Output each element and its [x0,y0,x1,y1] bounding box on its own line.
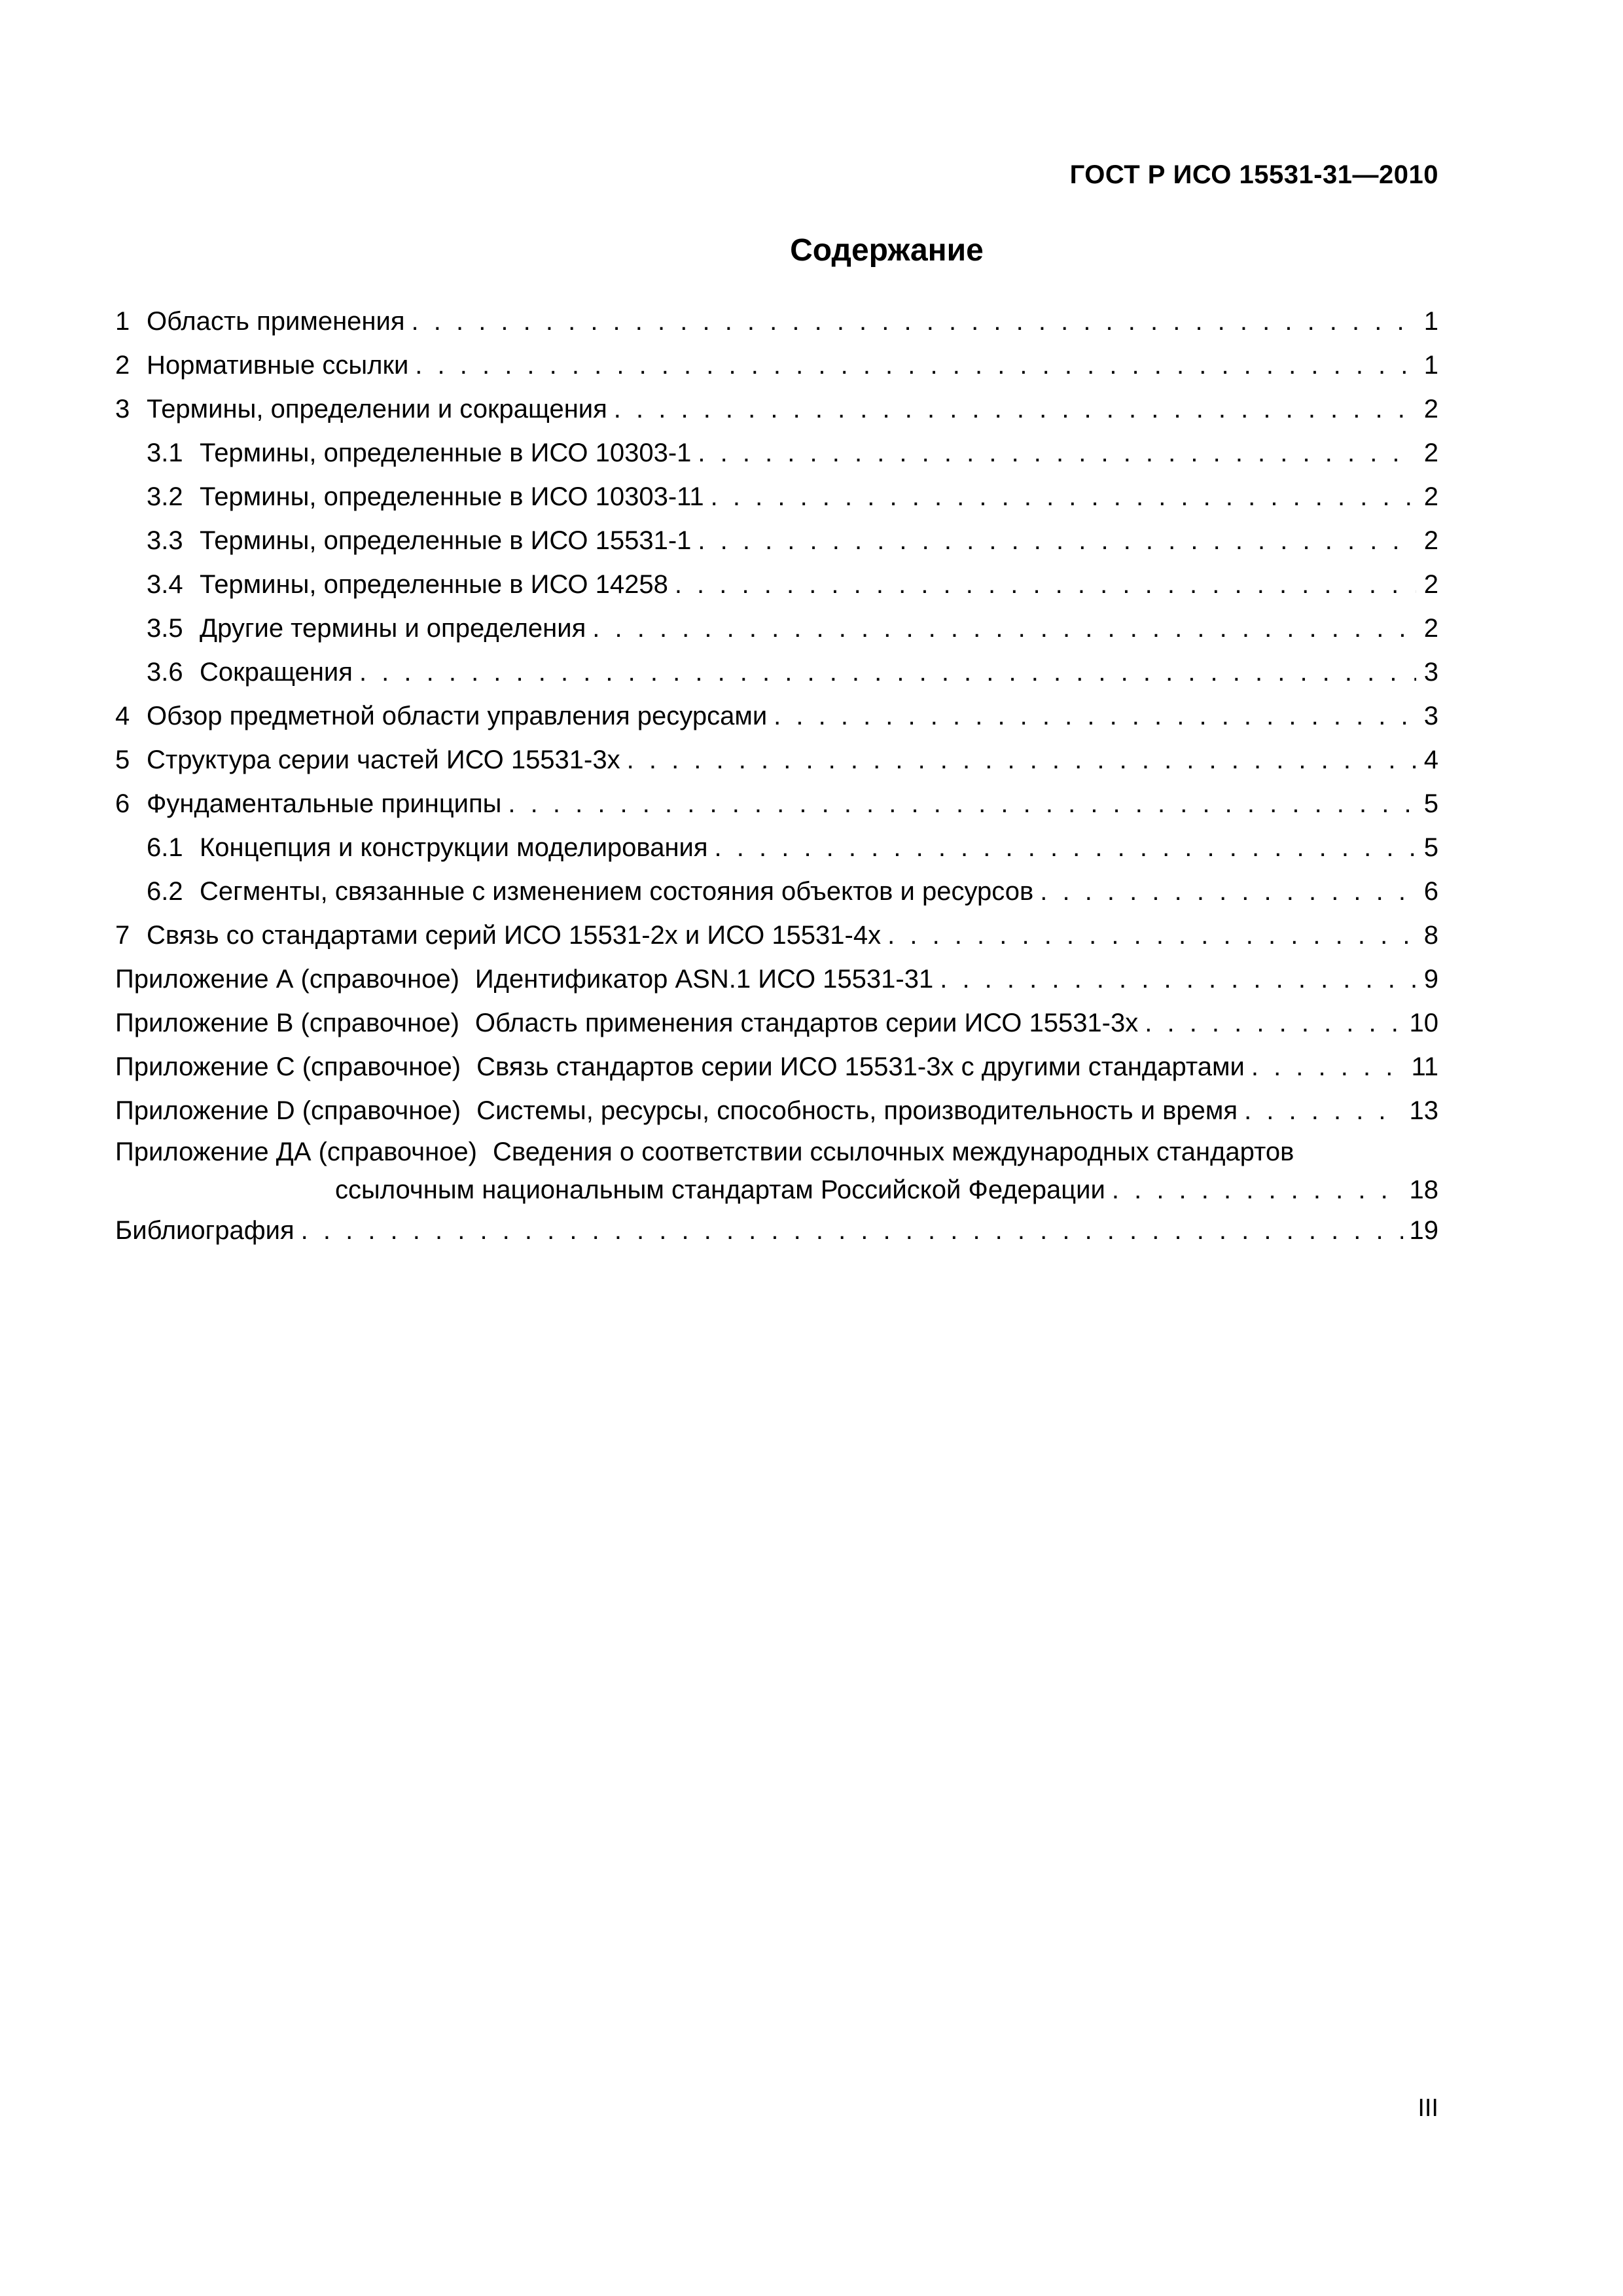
toc-entry-3-4[interactable] [115,563,1438,607]
dot-leader [301,1209,1403,1253]
toc-entry-page: 4 [1423,745,1438,774]
toc-entry-number: 3.4 [147,570,183,599]
toc-entry-3-2[interactable] [115,475,1438,519]
toc-entry-title: Связь со стандартами серий ИСО 15531-2х и ИСО 15531-4х [147,921,882,950]
toc-appendix-c[interactable] [115,1045,1438,1089]
toc-entry-page: 11 [1411,1052,1438,1081]
appendix-title: Идентификатор ASN.1 ИСО 15531-31 [474,965,934,994]
toc-entry-number: 6.2 [147,877,183,906]
dot-leader [715,826,1416,870]
toc-entry-title: Структура серии частей ИСО 15531-3х [147,745,620,774]
dot-leader [592,607,1416,651]
toc-entry-number: 3.3 [147,526,183,555]
toc-title: Содержание [790,233,984,268]
toc-entry-3-1[interactable] [115,431,1438,475]
dot-leader [1244,1089,1402,1133]
toc-entry-3-3[interactable] [115,519,1438,563]
toc-appendix-da[interactable] [115,1133,1438,1209]
dot-leader [698,519,1416,563]
toc-entry-3[interactable] [115,387,1438,431]
toc-entry-7[interactable] [115,914,1438,958]
dot-leader [940,958,1416,1001]
dot-leader [675,563,1416,607]
toc-entry-6-1[interactable] [115,826,1438,870]
toc-entry-title: Термины, определенные в ИСО 10303-11 [200,482,704,511]
toc-entry-title: Термины, определенные в ИСО 15531-1 [200,526,692,555]
toc-entry-page: 3 [1423,702,1438,730]
toc-entry-number: 3.6 [147,658,183,687]
toc-entry-3-5[interactable] [115,607,1438,651]
dot-leader [627,738,1416,782]
dot-leader [698,431,1416,475]
toc-entry-page: 8 [1423,921,1438,950]
toc-entry-6-2[interactable] [115,870,1438,914]
toc-appendix-a[interactable] [115,958,1438,1001]
dot-leader [711,475,1416,519]
toc-entry-2[interactable] [115,344,1438,387]
toc-entry-title: Область применения [147,307,405,336]
dot-leader [1040,870,1416,914]
appendix-label: Приложение А (справочное) [115,965,459,994]
toc-bibliography[interactable] [115,1209,1438,1253]
appendix-label: Приложение D (справочное) [115,1096,461,1125]
toc-entry-number: 3 [115,395,130,423]
toc-entry-number: 4 [115,702,130,730]
toc-entry-number: 5 [115,745,130,774]
dot-leader [508,782,1416,826]
toc-entry-page: 5 [1423,833,1438,862]
appendix-title-line2: ссылочным национальным стандартам Российской Федерации [335,1175,1105,1204]
toc-appendix-b[interactable] [115,1001,1438,1045]
toc-entry-6[interactable] [115,782,1438,826]
toc-entry-page: 13 [1409,1096,1438,1125]
toc-entry-page: 9 [1423,965,1438,994]
dot-leader [1145,1001,1402,1045]
toc-entry-page: 2 [1423,570,1438,599]
toc-entry-page: 2 [1423,614,1438,643]
toc-entry-page: 19 [1409,1216,1438,1245]
toc-entry-title: Нормативные ссылки [147,351,409,380]
toc-entry-title: Термины, определенные в ИСО 14258 [200,570,668,599]
dot-leader [1112,1171,1403,1209]
toc-entry-title: Другие термины и определения [200,614,586,643]
dot-leader [412,300,1416,344]
toc-entry-5[interactable] [115,738,1438,782]
toc-entry-number: 2 [115,351,130,380]
toc-entry-3-6[interactable] [115,651,1438,694]
appendix-title-line1: Сведения о соответствии ссылочных международных стандартов [493,1138,1294,1166]
appendix-title: Связь стандартов серии ИСО 15531-3х с другими стандартами [476,1052,1245,1081]
table-of-contents [115,300,1438,1253]
toc-entry-number: 1 [115,307,130,336]
toc-entry-page: 2 [1423,482,1438,511]
toc-entry-page: 2 [1423,526,1438,555]
toc-entry-page: 1 [1423,307,1438,336]
toc-entry-number: 7 [115,921,130,950]
toc-entry-4[interactable] [115,694,1438,738]
toc-entry-number: 3.1 [147,439,183,467]
toc-entry-title: Сегменты, связанные с изменением состояния объектов и ресурсов [200,877,1034,906]
document-code: ГОСТ Р ИСО 15531-31—2010 [1069,160,1438,189]
toc-entry-1[interactable] [115,300,1438,344]
appendix-title: Область применения стандартов серии ИСО 15531-3х [474,1009,1139,1037]
toc-entry-page: 10 [1409,1009,1438,1037]
toc-entry-page: 3 [1423,658,1438,687]
toc-entry-title: Фундаментальные принципы [147,789,502,818]
toc-entry-page: 6 [1423,877,1438,906]
toc-entry-title: Сокращения [200,658,353,687]
appendix-label: Приложение С (справочное) [115,1052,461,1081]
toc-entry-title: Термины, определении и сокращения [147,395,607,423]
toc-entry-number: 3.5 [147,614,183,643]
appendix-label: Приложение ДА (справочное) [115,1138,477,1166]
toc-entry-number: 3.2 [147,482,183,511]
dot-leader [774,694,1416,738]
toc-entry-number: 6.1 [147,833,183,862]
dot-leader [359,651,1416,694]
page-number: III [1418,2094,1438,2122]
toc-entry-title: Термины, определенные в ИСО 10303-1 [200,439,692,467]
toc-entry-page: 2 [1423,439,1438,467]
toc-entry-page: 2 [1423,395,1438,423]
bibliography-title: Библиография [115,1216,294,1245]
toc-entry-title: Концепция и конструкции моделирования [200,833,708,862]
dot-leader [887,914,1416,958]
toc-entry-page: 18 [1409,1175,1438,1204]
dot-leader [614,387,1416,431]
toc-entry-title: Обзор предметной области управления ресурсами [147,702,768,730]
appendix-label: Приложение В (справочное) [115,1009,459,1037]
appendix-title: Системы, ресурсы, способность, производительность и время [476,1096,1238,1125]
toc-appendix-d[interactable] [115,1089,1438,1133]
dot-leader [1251,1045,1405,1089]
dot-leader [415,344,1416,387]
toc-entry-page: 1 [1423,351,1438,380]
toc-entry-number: 6 [115,789,130,818]
toc-entry-page: 5 [1423,789,1438,818]
